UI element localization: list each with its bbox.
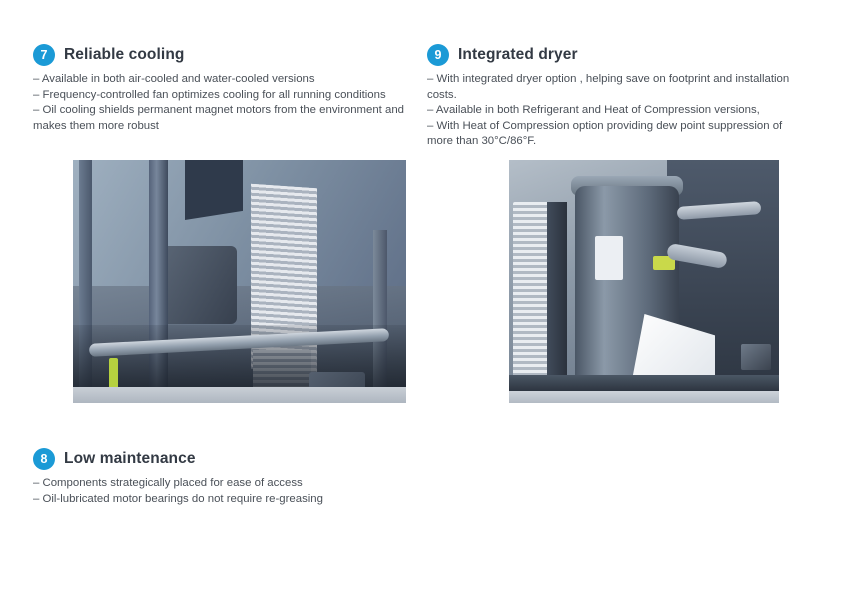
photo-vessel-label: [595, 236, 623, 280]
feature-number-badge: 8: [33, 448, 55, 470]
feature-block-low-maintenance: [33, 448, 413, 507]
feature-number-badge: 7: [33, 44, 55, 66]
photo-integrated-dryer: [509, 160, 779, 403]
photo-dark-panel: [185, 160, 243, 220]
list-item: – With integrated dryer option , helping save on footprint and installation costs.: [427, 73, 790, 101]
list-item: – Oil-lubricated motor bearings do not require re-greasing: [33, 492, 323, 505]
feature-bullet-list: [33, 476, 413, 507]
photo-floor: [73, 387, 406, 403]
list-item: – Frequency-controlled fan optimizes cooling for all running conditions: [33, 88, 386, 101]
list-item: – Available in both Refrigerant and Heat of Compression versions,: [427, 104, 760, 117]
photo-floor: [509, 391, 779, 403]
feature-bullet-list: [33, 72, 413, 134]
feature-header: [33, 448, 413, 470]
feature-bullet-list: [427, 72, 807, 150]
photo-cooler-shadow: [547, 202, 567, 382]
list-item: – With Heat of Compression option providing dew point suppression of more than 30°C/86°F.: [427, 119, 783, 148]
feature-header: [427, 44, 807, 66]
feature-title: Integrated dryer: [458, 46, 578, 63]
feature-block-integrated-dryer: [427, 44, 807, 150]
feature-number-badge: 9: [427, 44, 449, 66]
photo-junction-box: [741, 344, 771, 370]
feature-title: Reliable cooling: [64, 46, 185, 63]
photo-base-frame: [509, 375, 779, 391]
feature-title: Low maintenance: [64, 450, 196, 467]
list-item: – Available in both air-cooled and water-cooled versions: [33, 73, 315, 85]
feature-header: [33, 44, 413, 66]
list-item: – Components strategically placed for ease of access: [33, 477, 303, 489]
photo-cooling-unit: [73, 160, 406, 403]
list-item: – Oil cooling shields permanent magnet motors from the environment and makes them more robust: [33, 104, 405, 132]
feature-block-reliable-cooling: [33, 44, 413, 134]
